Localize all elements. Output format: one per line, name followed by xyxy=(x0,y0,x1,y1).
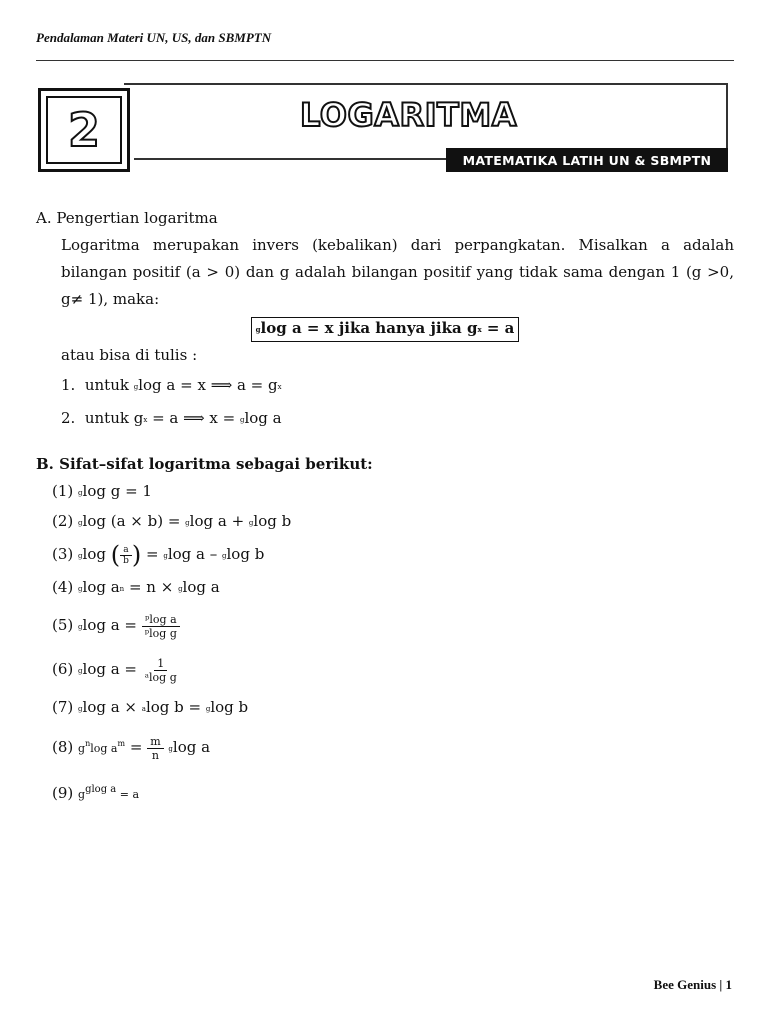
property-5: (5) glog a = $\frac{\text{ᵖlog a}}{\text{ᵖlog g}}$ xyxy=(36,612,734,642)
property-4: (4) glog an = n × glog a xyxy=(52,578,220,596)
definition-row xyxy=(36,315,734,342)
section-a-heading: A. Pengertian logaritma xyxy=(36,209,218,227)
header-divider xyxy=(36,60,734,61)
property-7: (7) glog a × alog b = glog b xyxy=(52,698,249,716)
alt-item-2: 2. untuk gx = a ⟹ x = glog a xyxy=(61,409,282,427)
property-2: (2) glog (a × b) = glog a + glog b xyxy=(52,512,292,530)
alt-intro: atau bisa di tulis : xyxy=(61,346,198,364)
page-footer: Bee Genius | 1 xyxy=(653,977,732,992)
chapter-number-box xyxy=(38,88,130,172)
section-a-paragraph: Logaritma merupakan invers (kebalikan) dari perpangkatan. Misalkan a adalah bilangan positif (a > 0) dan g adalah bilangan positif yang tidak sama dengan 1 (g >0, g≠ 1), maka: xyxy=(61,236,734,308)
banner-frame-top xyxy=(124,83,728,85)
chapter-banner xyxy=(38,80,732,178)
chapter-title: LOGARITMA xyxy=(300,96,517,134)
property-9: (9) $g^{glog a} = a$ xyxy=(52,784,140,802)
section-b-heading: B. Sifat–sifat logaritma sebagai berikut: xyxy=(36,455,373,473)
property-3: (3) glog ( $\frac{a}{b}$ ) = glog a – glog b xyxy=(52,541,265,569)
running-header: Pendalaman Materi UN, US, dan SBMPTN xyxy=(36,30,272,45)
page-content xyxy=(36,205,734,808)
property-1: (1) glog g = 1 xyxy=(52,482,152,500)
banner-frame-right xyxy=(726,83,728,155)
banner-frame-bottom xyxy=(134,158,446,160)
definition-box: glog a = x jika hanya jika gx = a xyxy=(251,317,520,342)
chapter-number: 2 xyxy=(67,103,100,157)
property-8: (8) $g^n\log$ $a^m$ = $\frac{m}{n}$ glog a xyxy=(52,734,211,762)
chapter-tagline: MATEMATIKA LATIH UN & SBMPTN xyxy=(446,148,728,172)
property-6: (6) glog a = $\frac{1}{\text{ᵃlog g}}$ xyxy=(52,656,177,684)
alt-item-1: 1. untuk glog a = x ⟹ a = gx xyxy=(61,376,282,394)
